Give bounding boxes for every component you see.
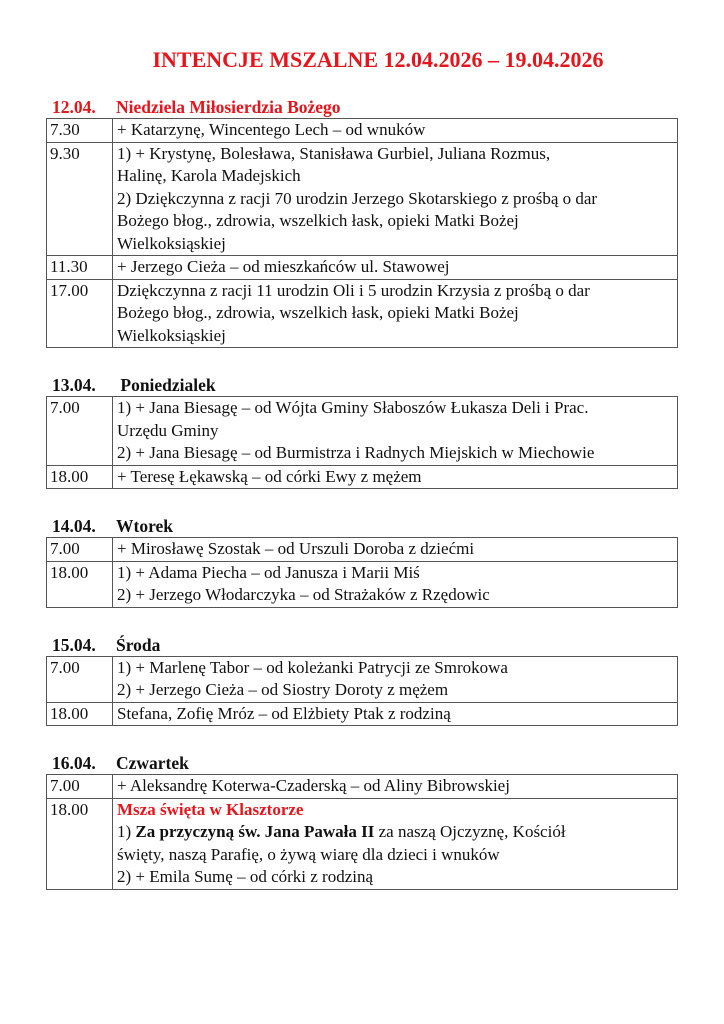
intention-text: + Teresę Łękawską – od córki Ewy z mężem (117, 466, 422, 486)
intention-text: Wielkoksiąskiej (117, 233, 226, 253)
intention-text: + Katarzynę, Wincentego Lech – od wnuków (117, 120, 426, 139)
intention-cell (113, 775, 678, 799)
intention-cell (113, 561, 678, 607)
intention-line (117, 703, 673, 726)
day-section (46, 374, 678, 489)
mass-time: 7.00 (47, 397, 113, 466)
intention-text: Za przyczyną św. Jana Pawała II (135, 822, 375, 841)
day-section (46, 515, 678, 608)
intention-cell (113, 142, 678, 256)
table-row (47, 256, 678, 280)
intention-line (117, 302, 673, 325)
intention-line (117, 325, 673, 348)
intention-line (117, 420, 673, 443)
mass-time: 7.00 (47, 656, 113, 702)
intention-text: + Jerzego Cieża – od mieszkańców ul. Stawowej (117, 257, 450, 276)
day-name: Czwartek (116, 753, 189, 773)
intention-cell (113, 538, 678, 562)
intention-line (117, 165, 673, 188)
day-date: 15.04. (52, 634, 96, 655)
mass-time: 7.00 (47, 538, 113, 562)
intention-line (117, 466, 673, 489)
intention-text: + Aleksandrę Koterwa-Czaderską – od Aliny Bibrowskiej (117, 776, 510, 795)
day-name: Wtorek (116, 516, 174, 536)
intention-text: Urzędu Gminy (117, 420, 219, 440)
intention-line (117, 799, 673, 822)
intentions-list (46, 96, 678, 916)
table-row (47, 561, 678, 607)
intention-text: 1) (117, 822, 136, 841)
intention-line (117, 866, 673, 889)
intention-text: Msza święta w Klasztorze (117, 799, 304, 819)
day-heading (46, 96, 678, 118)
intention-cell (113, 656, 678, 702)
intention-text: 2) + Emila Sumę – od córki z rodziną (117, 867, 374, 886)
table-row (47, 538, 678, 562)
day-heading (46, 752, 678, 774)
intention-line (117, 188, 673, 211)
intention-text: święty, naszą Parafię, o żywą wiarę dla dzieci i wnuków (117, 844, 500, 864)
intention-line (117, 442, 673, 465)
day-section (46, 634, 678, 727)
mass-time: 18.00 (47, 798, 113, 889)
day-table (46, 656, 678, 727)
intention-line (117, 256, 673, 279)
table-row (47, 656, 678, 702)
intention-line (117, 844, 673, 867)
intention-line (117, 119, 673, 142)
mass-time: 9.30 (47, 142, 113, 256)
intention-line (117, 584, 673, 607)
day-section (46, 96, 678, 348)
day-name: Niedziela Miłosierdzia Bożego (116, 97, 341, 117)
intention-cell (113, 256, 678, 280)
intention-line (117, 679, 673, 702)
day-date: 16.04. (52, 753, 96, 773)
table-row (47, 798, 678, 889)
table-row (47, 119, 678, 143)
mass-time: 18.00 (47, 702, 113, 726)
day-table (46, 396, 678, 489)
intention-text: Bożego błog., zdrowia, wszelkich łask, opieki Matki Bożej (117, 303, 519, 322)
intention-cell (113, 465, 678, 489)
mass-time: 17.00 (47, 279, 113, 348)
intention-line (117, 397, 673, 420)
intention-text: + Mirosławę Szostak – od Urszuli Doroba z dziećmi (117, 539, 475, 558)
page-title: INTENCJE MSZALNE 12.04.2026 – 19.04.2026 (152, 47, 604, 72)
intention-cell (113, 119, 678, 143)
intention-text: za naszą Ojczyznę, Kościół (374, 822, 566, 841)
intention-text: Halinę, Karola Madejskich (117, 166, 301, 185)
intention-text: 2) + Jana Biesagę – od Burmistrza i Radnych Miejskich w Miechowie (117, 443, 595, 462)
intention-line (117, 775, 673, 798)
mass-time: 7.00 (47, 775, 113, 799)
intention-line (117, 233, 673, 256)
intention-text: 1) + Krystynę, Bolesława, Stanisława Gurbiel, Juliana Rozmus, (117, 143, 551, 163)
day-date: 14.04. (52, 516, 96, 536)
intention-line (117, 538, 673, 561)
intention-text: Dziękczynna z racji 11 urodzin Oli i 5 urodzin Krzysia z prośbą o dar (117, 280, 590, 300)
intention-text: Wielkoksiąskiej (117, 325, 226, 345)
mass-time: 11.30 (47, 256, 113, 280)
intention-text: 2) + Jerzego Włodarczyka – od Strażaków z Rzędowic (117, 585, 490, 604)
mass-time: 18.00 (47, 561, 113, 607)
intention-line (117, 280, 673, 303)
intention-text: Stefana, Zofię Mróz – od Elżbiety Ptak z rodziną (117, 703, 451, 723)
day-table (46, 537, 678, 608)
day-table (46, 118, 678, 348)
intention-line (117, 562, 673, 585)
table-row (47, 465, 678, 489)
mass-time: 18.00 (47, 465, 113, 489)
table-row (47, 279, 678, 348)
day-heading (46, 634, 678, 656)
day-section (46, 752, 678, 890)
table-row (47, 702, 678, 726)
day-name: Środa (116, 634, 161, 655)
intention-line (117, 821, 673, 844)
intention-text: 1) + Adama Piecha – od Janusza i Marii Miś (117, 562, 420, 582)
intention-text: Bożego błog., zdrowia, wszelkich łask, opieki Matki Bożej (117, 211, 519, 230)
table-row (47, 142, 678, 256)
day-table (46, 774, 678, 890)
intention-cell (113, 798, 678, 889)
day-name: Poniedzialek (116, 375, 216, 395)
day-heading (46, 515, 678, 537)
intention-text: 1) + Jana Biesagę – od Wójta Gminy Słaboszów Łukasza Deli i Prac. (117, 398, 589, 417)
intention-line (117, 657, 673, 680)
intention-line (117, 210, 673, 233)
table-row (47, 397, 678, 466)
intention-cell (113, 702, 678, 726)
table-row (47, 775, 678, 799)
day-date: 12.04. (52, 97, 96, 117)
mass-time: 7.30 (47, 119, 113, 143)
intention-text: 2) Dziękczynna z racji 70 urodzin Jerzego Skotarskiego z prośbą o dar (117, 188, 598, 208)
intention-text: 1) + Marlenę Tabor – od koleżanki Patrycji ze Smrokowa (117, 657, 508, 677)
intention-cell (113, 279, 678, 348)
intention-cell (113, 397, 678, 466)
intention-line (117, 143, 673, 166)
day-heading (46, 374, 678, 396)
day-date: 13.04. (52, 375, 96, 395)
intention-text: 2) + Jerzego Cieża – od Siostry Doroty z mężem (117, 680, 449, 699)
